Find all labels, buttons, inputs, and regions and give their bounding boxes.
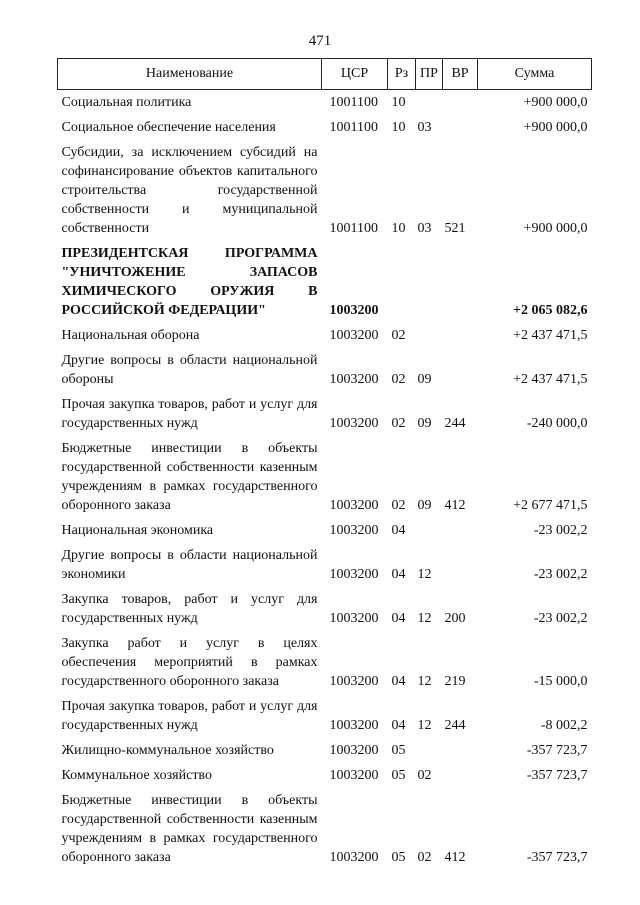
cell-sum: -357 723,7 xyxy=(526,768,588,783)
table-header-row xyxy=(58,59,592,90)
cell-sum: -357 723,7 xyxy=(526,743,588,758)
cell-sum: +2 677 471,5 xyxy=(513,498,588,513)
cell-sum: -357 723,7 xyxy=(526,850,588,865)
cell-csr: 1003200 xyxy=(329,328,379,343)
cell-vr xyxy=(443,90,478,116)
cell-csr: 1003200 xyxy=(329,303,379,318)
cell-vr xyxy=(443,738,478,763)
cell-sum: +900 000,0 xyxy=(523,95,588,110)
cell-sum: +2 437 471,5 xyxy=(513,328,588,343)
table-body xyxy=(58,90,592,871)
header-name: Наименование xyxy=(58,59,322,90)
cell-vr: 200 xyxy=(444,611,466,626)
cell-csr: 1001100 xyxy=(329,120,378,135)
cell-pr xyxy=(416,323,443,348)
cell-pr xyxy=(416,90,443,116)
table-row xyxy=(58,348,592,392)
page-number: 471 xyxy=(308,33,332,49)
cell-rz: 02 xyxy=(391,416,406,431)
cell-csr: 1003200 xyxy=(329,498,379,513)
header-pr: ПР xyxy=(416,59,443,90)
cell-sum: -23 002,2 xyxy=(533,523,588,538)
cell-csr: 1003200 xyxy=(329,416,379,431)
cell-name: Субсидии, за исключением субсидий на софинансирование объектов капитального строительства государственной собственности и муниципальной собственности xyxy=(61,145,318,236)
table-row xyxy=(58,518,592,543)
cell-pr xyxy=(416,738,443,763)
cell-vr xyxy=(443,115,478,140)
table-row xyxy=(58,631,592,694)
cell-vr: 412 xyxy=(444,850,466,865)
table-row xyxy=(58,140,592,241)
cell-pr: 09 xyxy=(417,416,432,431)
cell-sum: +900 000,0 xyxy=(523,120,588,135)
cell-pr: 09 xyxy=(417,372,432,387)
table-row xyxy=(58,392,592,436)
cell-pr: 02 xyxy=(417,850,432,865)
cell-sum: -15 000,0 xyxy=(533,674,588,689)
cell-pr: 03 xyxy=(417,221,432,236)
cell-pr xyxy=(416,518,443,543)
cell-rz: 04 xyxy=(391,611,406,626)
cell-rz: 04 xyxy=(391,523,406,538)
cell-rz: 02 xyxy=(391,328,406,343)
header-vr: ВР xyxy=(443,59,478,90)
cell-name: Коммунальное хозяйство xyxy=(61,768,212,783)
cell-sum: +2 065 082,6 xyxy=(513,303,588,318)
cell-rz: 04 xyxy=(391,567,406,582)
table-row xyxy=(58,90,592,116)
table-row xyxy=(58,436,592,518)
cell-vr: 244 xyxy=(444,416,466,431)
cell-csr: 1003200 xyxy=(329,611,379,626)
cell-pr: 02 xyxy=(417,768,432,783)
table-row xyxy=(58,763,592,788)
cell-name: Закупка товаров, работ и услуг для государственных нужд xyxy=(61,592,318,626)
cell-rz: 10 xyxy=(391,95,406,110)
cell-name: Прочая закупка товаров, работ и услуг для государственных нужд xyxy=(61,699,318,733)
table-row xyxy=(58,115,592,140)
table-row xyxy=(58,543,592,587)
cell-vr: 412 xyxy=(444,498,466,513)
cell-vr xyxy=(443,241,478,323)
cell-rz: 02 xyxy=(391,498,406,513)
cell-pr xyxy=(416,241,443,323)
cell-name: Бюджетные инвестиции в объекты государственной собственности казенным учреждениям в рамках государственного оборонного заказа xyxy=(61,441,318,513)
cell-csr: 1003200 xyxy=(329,718,379,733)
cell-name: Социальное обеспечение населения xyxy=(61,120,276,135)
cell-vr xyxy=(443,348,478,392)
cell-sum: +2 437 471,5 xyxy=(513,372,588,387)
cell-sum: -240 000,0 xyxy=(526,416,588,431)
table-row xyxy=(58,788,592,870)
cell-csr: 1003200 xyxy=(329,850,379,865)
cell-csr: 1003200 xyxy=(329,567,379,582)
cell-csr: 1001100 xyxy=(329,95,378,110)
cell-name: Бюджетные инвестиции в объекты государственной собственности казенным учреждениям в рамках государственного оборонного заказа xyxy=(61,793,318,865)
cell-csr: 1001100 xyxy=(329,221,378,236)
cell-rz: 04 xyxy=(391,674,406,689)
cell-name: Национальная экономика xyxy=(61,523,214,538)
header-rz: Рз xyxy=(388,59,416,90)
cell-rz: 05 xyxy=(391,768,406,783)
cell-vr: 219 xyxy=(444,674,466,689)
header-csr: ЦСР xyxy=(322,59,388,90)
cell-vr xyxy=(443,543,478,587)
cell-name: Закупка работ и услуг в целях обеспечения мероприятий в рамках государственного оборонного заказа xyxy=(61,636,318,689)
cell-pr: 12 xyxy=(417,611,432,626)
cell-rz: 02 xyxy=(391,372,406,387)
cell-rz: 10 xyxy=(391,221,406,236)
cell-name: Другие вопросы в области национальной экономики xyxy=(61,548,318,582)
cell-sum: +900 000,0 xyxy=(523,221,588,236)
cell-rz xyxy=(388,241,416,323)
cell-pr: 12 xyxy=(417,674,432,689)
table-row xyxy=(58,738,592,763)
cell-rz: 05 xyxy=(391,850,406,865)
cell-sum: -23 002,2 xyxy=(533,611,588,626)
cell-pr: 03 xyxy=(417,120,432,135)
cell-name: Другие вопросы в области национальной обороны xyxy=(61,353,318,387)
cell-pr: 12 xyxy=(417,567,432,582)
cell-name: ПРЕЗИДЕНТСКАЯ ПРОГРАММА "УНИЧТОЖЕНИЕ ЗАПАСОВ ХИМИЧЕСКОГО ОРУЖИЯ В РОССИЙСКОЙ ФЕДЕРАЦИИ" xyxy=(61,246,318,318)
cell-rz: 05 xyxy=(391,743,406,758)
cell-csr: 1003200 xyxy=(329,372,379,387)
cell-pr: 12 xyxy=(417,718,432,733)
header-sum: Сумма xyxy=(478,59,592,90)
cell-pr: 09 xyxy=(417,498,432,513)
cell-rz: 04 xyxy=(391,718,406,733)
cell-sum: -23 002,2 xyxy=(533,567,588,582)
cell-vr xyxy=(443,518,478,543)
cell-vr: 244 xyxy=(444,718,466,733)
cell-name: Прочая закупка товаров, работ и услуг для государственных нужд xyxy=(61,397,318,431)
cell-sum: -8 002,2 xyxy=(540,718,588,733)
cell-name: Социальная политика xyxy=(61,95,192,110)
cell-csr: 1003200 xyxy=(329,743,379,758)
table-row xyxy=(58,241,592,323)
table-row xyxy=(58,694,592,738)
cell-vr xyxy=(443,763,478,788)
cell-name: Национальная оборона xyxy=(61,328,200,343)
table-row xyxy=(58,323,592,348)
cell-rz: 10 xyxy=(391,120,406,135)
cell-csr: 1003200 xyxy=(329,768,379,783)
cell-vr xyxy=(443,323,478,348)
cell-name: Жилищно-коммунальное хозяйство xyxy=(61,743,274,758)
table-row xyxy=(58,587,592,631)
cell-csr: 1003200 xyxy=(329,523,379,538)
budget-table xyxy=(57,58,592,870)
cell-vr: 521 xyxy=(444,221,466,236)
cell-csr: 1003200 xyxy=(329,674,379,689)
